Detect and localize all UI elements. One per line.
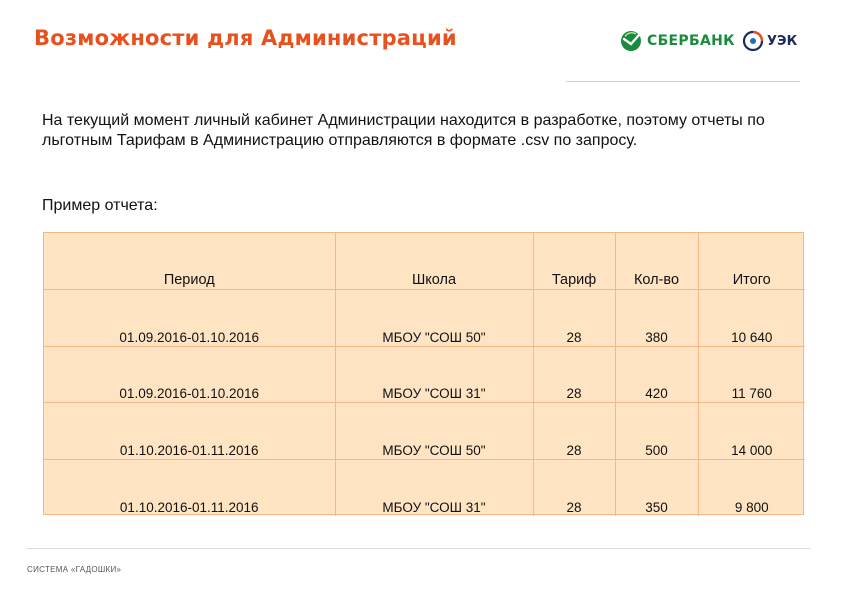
- table-row: [44, 290, 805, 347]
- cell-school: МБОУ "СОШ 50": [335, 290, 533, 347]
- cell-tariff: 28: [533, 403, 615, 460]
- cell-period: 01.10.2016-01.11.2016: [44, 459, 335, 516]
- cell-school: МБОУ "СОШ 31": [335, 346, 533, 403]
- cell-tariff: 28: [533, 459, 615, 516]
- uek-logo-text: УЭК: [767, 33, 798, 49]
- footer-brand: СИСТЕМА «ГАДОШКИ»: [27, 565, 122, 574]
- intro-paragraph: На текущий момент личный кабинет Администрации находится в разработке, поэтому отчеты по льготным Тарифам в Администрацию отправляются в формате .csv по запросу.: [42, 112, 765, 149]
- cell-count: 420: [615, 346, 698, 403]
- report-table: [43, 232, 804, 515]
- table-header-row: [44, 233, 805, 290]
- cell-total: 11 760: [698, 346, 805, 403]
- cell-total: 9 800: [698, 459, 805, 516]
- cell-period: 01.09.2016-01.10.2016: [44, 290, 335, 347]
- cell-school: МБОУ "СОШ 31": [335, 459, 533, 516]
- footer-divider: [26, 548, 810, 549]
- cell-count: 380: [615, 290, 698, 347]
- column-header-total: Итого: [698, 233, 805, 290]
- cell-tariff: 28: [533, 290, 615, 347]
- cell-total: 10 640: [698, 290, 805, 347]
- uek-logo: [742, 30, 797, 52]
- sberbank-logo-icon: [620, 30, 642, 52]
- header-divider: [566, 81, 800, 82]
- column-header-count: Кол-во: [615, 233, 698, 290]
- cell-period: 01.10.2016-01.11.2016: [44, 403, 335, 460]
- cell-period: 01.09.2016-01.10.2016: [44, 346, 335, 403]
- column-header-period: Период: [163, 272, 215, 289]
- cell-count: 500: [615, 403, 698, 460]
- table-row: [44, 459, 805, 516]
- cell-total: 14 000: [698, 403, 805, 460]
- table-row: [44, 346, 805, 403]
- uek-logo-icon: [742, 30, 764, 52]
- sample-report-label: Пример отчета:: [42, 197, 158, 214]
- cell-tariff: 28: [533, 346, 615, 403]
- table-row: [44, 403, 805, 460]
- sberbank-logo: [620, 30, 735, 52]
- cell-school: МБОУ "СОШ 50": [335, 403, 533, 460]
- cell-count: 350: [615, 459, 698, 516]
- page-title: Возможности для Администраций: [34, 26, 457, 50]
- sberbank-logo-text: СБЕРБАНК: [647, 33, 735, 49]
- column-header-tariff: Тариф: [533, 233, 615, 290]
- column-header-school: Школа: [335, 233, 533, 290]
